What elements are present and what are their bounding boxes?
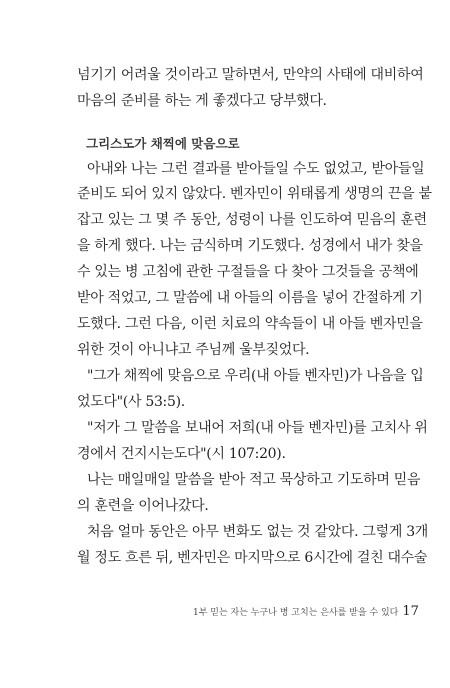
body-line: 넘기기 어려울 것이라고 말하면서, 만약의 사태에 대비하여 (77, 67, 424, 83)
body-line: 나는 매일매일 말씀을 받아 적고 묵상하고 기도하며 믿음 (87, 472, 421, 488)
body-line: 처음 얼마 동안은 아무 변화도 없는 것 같았다. 그렇게 3개 (87, 524, 429, 540)
body-line: 위한 것이 아니냐고 주님께 울부짖었다. (77, 342, 310, 358)
body-line: 마음의 준비를 하는 게 좋겠다고 당부했다. (77, 93, 327, 109)
footer-chapter-title: 1부 믿는 자는 누구나 병 고치는 은사를 받을 수 있다 (193, 608, 399, 618)
body-line: 도했다. 그런 다음, 이런 치료의 약속들이 내 아들 벤자민을 (77, 316, 423, 332)
body-line: 아내와 나는 그런 결과를 받아들일 수도 없었고, 받아들일 (87, 161, 425, 177)
page-number: 17 (402, 604, 419, 619)
body-line: 수 있는 병 고침에 관한 구절들을 다 찾아 그것들을 공책에 (77, 264, 419, 280)
section-heading: 그리스도가 채찍에 맞음으로 (86, 136, 240, 151)
body-line: 받아 적었고, 그 말씀에 내 아들의 이름을 넣어 간절하게 기 (77, 290, 423, 306)
running-footer (193, 604, 419, 620)
body-line: 었도다"(사 53:5). (77, 394, 185, 410)
body-line: 의 훈련을 이어나갔다. (77, 498, 209, 514)
body-line: 월 정도 흐른 뒤, 벤자민은 마지막으로 6시간에 걸친 대수술 (77, 550, 428, 566)
body-line: 경에서 건지시는도다"(시 107:20). (77, 446, 286, 462)
body-line: "저가 그 말씀을 보내어 저희(내 아들 벤자민)를 고치사 위 (87, 420, 428, 436)
body-line: 을 하게 했다. 나는 금식하며 기도했다. 성경에서 내가 찾을 (77, 238, 423, 254)
body-line: 잡고 있는 그 몇 주 동안, 성령이 나를 인도하여 믿음의 훈련 (77, 212, 427, 228)
body-line: "그가 채찍에 맞음으로 우리(내 아들 벤자민)가 나음을 입 (87, 368, 424, 384)
body-line: 준비도 되어 있지 않았다. 벤자민이 위태롭게 생명의 끈을 붙 (77, 186, 432, 202)
